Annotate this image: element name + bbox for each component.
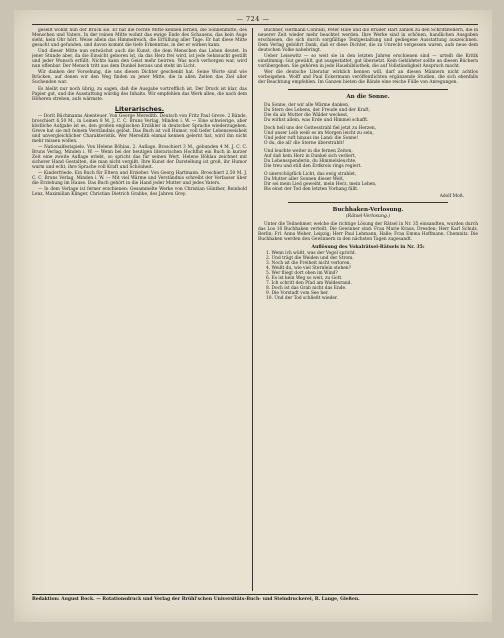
section-title-buchhaken: Buchhaken-Verlosung. bbox=[332, 207, 404, 214]
poem-line: Und leuchte weiter in die fernen Zeiten, bbox=[264, 148, 353, 154]
poem-line: Du Stern des Lebens, der Freude und der Kraft, bbox=[264, 107, 370, 113]
paragraph: Ueber Leisewitz — so weit sie in den letzten Jahren erschienen sind — urteilt die Kritik einstimmig: Gut gewählt, gut ausgestattet, gut übersetzt. Kein Gebildeter sollte an diesen Büchern vorübergehen. Sie gehören in jede Hausbibliothek, die auf Vollständigkeit Anspruch macht. bbox=[258, 54, 478, 70]
list-item: 10. Und der Tod schließt wieder. bbox=[266, 295, 338, 301]
review-paragraph: — Dorit Büchmanns Abenteuer. Von George Meredith. Deutsch von Fritz Paul Greve. 2 Bände, broschiert 6,50 M., in Leinen 8 M. J. C. C. Bruns Verlag, Minden i. W. — Eine schwierige, aber köstliche Aufgabe ist es, den großen englischen Erzähler in deutscher Sprache wiederzugeben. Greve hat sie mit feinem Verständnis gelöst. Das Buch ist voll Humor, voll tiefer Lebensweisheit und unvergleichlicher Charakteristik. Wer Meredith einmal kennen gelernt hat, wird ihn nicht mehr missen wollen. bbox=[32, 113, 247, 144]
list-item: 7. Ich schritt den Pfad am Waldesrand. bbox=[266, 280, 352, 286]
poem-line: Die treu und still den Erdkreis rings regiert. bbox=[264, 164, 362, 170]
poem-line: Dir sei mein Lied geweiht, mein Herz, mein Leben, bbox=[264, 182, 377, 188]
poem bbox=[264, 103, 478, 193]
paragraph: Und dieser Mitte nun entwächst auch die Kunst, die dem Menschen das Leben deutet. In jener Stunde aber, da die Einsicht geboren ist, da das Herz frei wird, ist jede Sehnsucht gestillt und jeder Wunsch erfüllt. Nichts kann den Geist mehr beirren. Was noch verborgen war, wird nun offenbar. Der Mensch tritt aus dem Dunkel heraus und steht im Licht. bbox=[32, 49, 247, 70]
poem-line: Und unser Leib weiß es im Morgen leicht zu sein, bbox=[264, 130, 374, 136]
section-title-literarisches: Literarisches. bbox=[114, 104, 165, 113]
header-rule bbox=[32, 24, 478, 25]
paragraph: Büchner, Hermann Conradi, Peter Hille und die Brüder Hart zählen zu den Schriftstellern, die in neuerer Zeit wieder mehr beachtet werden. Ihre Werke sind in schönen, handlichen Ausgaben erschienen, die sich durch sorgfältige Textgestaltung und gediegene Ausstattung auszeichnen. Dem Verlag gebührt Dank, daß er diese Dichter, die zu Unrecht vergessen waren, aufs neue dem deutschen Volke nahebringt. bbox=[258, 28, 478, 54]
poem-line: Und jeder ruft hinaus ins Land: die Sonne! bbox=[264, 135, 359, 141]
solutions-list bbox=[258, 251, 478, 301]
poem-line: Du wirkst allein, was Erde und Himmel schafft. bbox=[264, 117, 369, 123]
list-item: 3. Noch ist die Freiheit nicht verloren. bbox=[266, 260, 351, 266]
list-item: 9. Die Vorstadt vom See her. bbox=[266, 290, 329, 296]
list-item: 5. Wer fliegt dort oben im Wind? bbox=[266, 270, 338, 276]
left-column bbox=[32, 28, 247, 591]
poem-line: Du Lebensspenderin, du Himmelsleuchte, bbox=[264, 158, 357, 164]
list-item: 1. Wenn ich wüßt, was der Vogel spricht. bbox=[266, 250, 357, 256]
review-paragraph: — Nationalfestspiele. Von Helene Böhlau. 2. Auflage. Broschiert 3 M., gebunden 4 M. J. C. C. Bruns Verlag, Minden i. W. — Wenn bei der heutigen literarischen Hochflut ein Buch in kurzer Zeit eine zweite Auflage erlebt, so spricht das für seinen Wert. Helene Böhlau zeichnet mit sicherer Hand Gestalten, die man nicht vergißt. Ihre Kunst der Darstellung ist groß, ihr Humor warm und echt, ihre Sprache voll Kraft und Schönheit. bbox=[32, 144, 247, 171]
right-column bbox=[258, 28, 478, 591]
paragraph: Unter die Teilnehmer, welche die richtige Lösung der Rätsel in Nr. 35 einsandten, wurden durch das Los 10 Buchhaken verteilt. Die Gewinner sind: Frau Marie Kraus, Dresden; Herr Karl Schulz, Berlin; Frl. Anna Weber, Leipzig; Herr Paul Lehmann, Halle; Frau Emma Hoffmann, Chemnitz. Die Buchhaken werden den Gewinnern in den nächsten Tagen zugesandt. bbox=[258, 222, 478, 243]
list-item: 2. Und trägt die Weiden und der Strom. bbox=[266, 255, 354, 261]
section-subtitle: (Rätsel-Verlosung.) bbox=[345, 214, 391, 220]
newspaper-page bbox=[14, 10, 492, 622]
separator bbox=[288, 202, 448, 203]
review-paragraph: — In dem Verlage ist ferner erschienen: Gesammelte Werke von Christian Günther, Reinhold Lenz, Maximilian Klinger, Christian Dietrich Grabbe, des Jahren Grey. bbox=[32, 187, 247, 198]
poem-author: Adolf Moß. bbox=[439, 194, 464, 200]
list-item: 6. Es ist kein Weg so weit, zu Gott. bbox=[266, 275, 343, 281]
poem-line: Du Sonne, der wir alle Wärme danken, bbox=[264, 102, 350, 108]
list-item: 4. Weißt du, wie viel Sternlein stehen? bbox=[266, 265, 351, 271]
list-item: 8. Doch ist das Grab nicht das Ende. bbox=[266, 285, 347, 291]
left-intro bbox=[32, 28, 247, 102]
poem-title: An die Sonne. bbox=[346, 93, 390, 100]
poem-line: O unerschöpflich Licht, das ewig strahlet, bbox=[264, 172, 357, 178]
separator bbox=[288, 89, 448, 90]
left-reviews bbox=[32, 114, 247, 198]
poem-line: Doch hell uns der Gottesstrahl fiel jetzt zu Herzen, bbox=[264, 125, 377, 131]
poem-line: Auf daß kein Herz in Dunkel sich verliert, bbox=[264, 153, 356, 159]
right-intro bbox=[258, 28, 478, 86]
paragraph: Wir danken der Vorsehung, die uns diesen Dichter geschenkt hat. Seine Worte sind wie Brücken, auf denen wir den Weg finden zu jener Mitte, die in allen Zeiten das Ziel aller Suchenden war. bbox=[32, 70, 247, 86]
imprint-footer: Redaktion: August Bock. — Rotationsdruck und Verlag der Brühl'schen Universitäts-Buch- und Steindruckerei, R. Lange, Gießen. bbox=[32, 594, 478, 603]
poem-line: Du Mutter aller Sonnen dieser Welt, bbox=[264, 177, 344, 183]
poem-line: Die du als Mutter die Wälder weckest, bbox=[264, 112, 349, 118]
paragraph: Wer die deutsche Literatur wirklich kennen will, darf an diesen Männern nicht achtlos vorbeigehen. Wolff und Paul Eckermann veröffentlichten ergänzende Studien, die sich ebenfalls der Beachtung empfehlen. Im Ganzen bieten die Bände eine reiche Fülle von Anregungen. bbox=[258, 70, 478, 86]
poem-line: O du, die all' die Sterne überstrahlt! bbox=[264, 140, 345, 146]
review-paragraph: — Kinderfriede. Ein Buch für Eltern und Erzieher. Von Georg Hartmann. Broschiert 2,50 M. J. C. C. Bruns Verlag, Minden i. W. — Mit viel Wärme und Verständnis schreibt der Verfasser über die Erziehung im Hause. Das Buch gehört in die Hand jeder Mutter und jedes Vaters. bbox=[32, 171, 247, 187]
paragraph: gesellt wohnt nun der Bruck sie. Er hat die rechte Mitte kennen lernen, die Sonnenmitte, des Menschen und Vaters. In der reinen Mitte wohnt das ewige Ende des Schauens, das kein Auge sieht, kein Ohr hört. Weise allein das Himmelreich, die Erfüllung aller Tage. Er hat diese Mitte gesucht und gefunden, und davon kommt die tiefe Erkenntnis, in der er wirken kann. bbox=[32, 28, 247, 49]
column-divider bbox=[252, 28, 253, 591]
page-number: — 724 — bbox=[236, 15, 270, 23]
solutions-title: Auflösung des Vokalrätsel-Rätsels in Nr. 35: bbox=[311, 244, 425, 250]
paragraph: Es bleibt nur noch übrig, zu sagen, daß die Ausgabe vortrefflich ist. Der Druck ist klar, das Papier gut, und die Ausstattung würdig des Inhalts. Wir empfehlen das Werk allen, die nach dem Höheren streben, aufs wärmste. bbox=[32, 86, 247, 102]
poem-line: Bis einst der Tod den letzten Vorhang fällt. bbox=[264, 187, 359, 193]
